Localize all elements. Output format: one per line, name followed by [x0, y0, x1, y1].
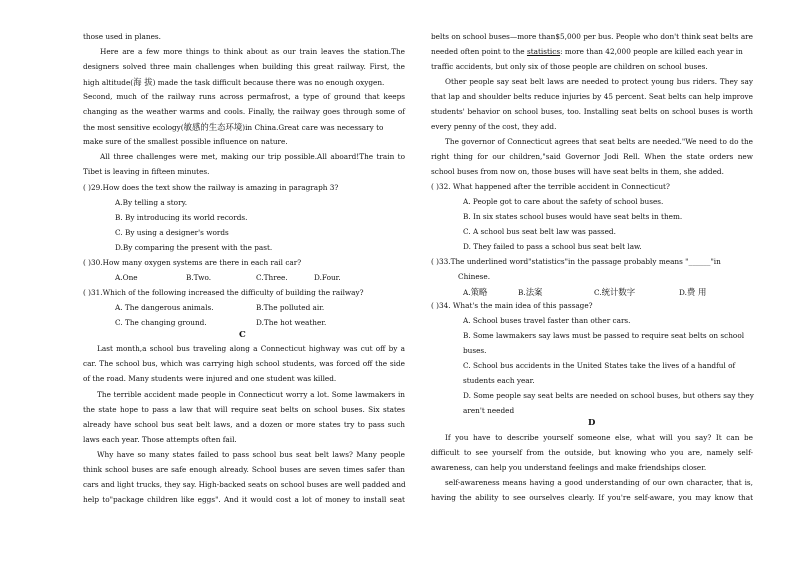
text-line: All three challenges were met, making our trip possible.All aboard!The train to — [100, 152, 405, 161]
text-line: that lap and shoulder belts reduce injuries by 45 percent. Seat belts can help improve — [431, 92, 753, 101]
text-line: school buses from now on, those buses will have seat belts in them, she added. — [431, 167, 724, 176]
option-30a: A.One — [115, 273, 138, 282]
option-33b — [518, 287, 542, 297]
option-30b: B.Two. — [186, 273, 212, 282]
option-letter: B. — [518, 288, 526, 297]
option-34a: A. School buses travel faster than other cars. — [463, 316, 631, 325]
text-line: car. The school bus, which was carrying high school students, was forced off the side — [83, 359, 405, 368]
text-line: right thing for our children,"said Governor Jodi Rell. When the state orders new — [431, 152, 753, 161]
text-line: traffic accidents, but only six of those people are children on school buses. — [431, 62, 708, 71]
text-line: If you have to describe yourself someone else, what will you say? It can be — [445, 433, 753, 442]
option-29c: C. By using a designer's words — [115, 228, 229, 237]
text-line: help to"package children like eggs". And it would cost a lot of money to install seat — [83, 495, 405, 504]
text-line: Why have so many states failed to pass school bus seat belt laws? Many people — [97, 450, 405, 459]
question-30: ( )30.How many oxygen systems are there in each rail car? — [83, 258, 302, 267]
text-line: Here are a few more things to think about as our train leaves the station.The — [100, 47, 405, 56]
option-34b-cont: buses. — [463, 346, 487, 355]
text-line: those used in planes. — [83, 32, 161, 41]
question-34: ( )34. What's the main idea of this passage? — [431, 301, 593, 310]
option-29a: A.By telling a story. — [115, 198, 188, 207]
text-fragment: : more than 42,000 people are killed each year in — [560, 47, 743, 56]
text-line: laws each year. Those attempts often fail. — [83, 435, 237, 444]
text-line: the state hope to pass a law that will require seat belts on school buses. Six states — [83, 405, 405, 414]
answer-blank: ______ — [688, 257, 711, 266]
text-line: Tibet is leaving in fifteen minutes. — [83, 167, 210, 176]
option-29d: D.By comparing the present with the past. — [115, 243, 273, 252]
option-letter: D. — [679, 288, 687, 297]
text-line: Second, much of the railway runs across permafrost, a type of ground that keeps — [83, 92, 405, 101]
option-32d: D. They failed to pass a school bus seat belt law. — [463, 242, 642, 251]
text-line: make sure of the smallest possible influence on nature. — [83, 137, 288, 146]
option-letter: A. — [463, 288, 471, 297]
option-34d: D. Some people say seat belts are needed on school buses, but others say they — [463, 391, 754, 400]
option-31a: A. The dangerous animals. — [115, 303, 214, 312]
option-34c-cont: students each year. — [463, 376, 535, 385]
option-32a: A. People got to care about the safety of school buses. — [463, 197, 664, 206]
text-line: Other people say seat belt laws are needed to protect young bus riders. They say — [445, 77, 753, 86]
option-34d-cont: aren't needed — [463, 406, 515, 415]
text-fragment: needed often point to the — [431, 47, 525, 56]
text-line: designers solved three main challenges when building this great railway. First, the — [83, 62, 405, 71]
text-line — [83, 77, 405, 87]
question-33 — [431, 257, 721, 267]
text-line: students' behavior on school buses, too. Installing seat belts on school buses is worth — [431, 107, 753, 116]
chinese-gloss: 海 拔 — [133, 77, 153, 87]
option-text: 法案 — [525, 287, 543, 297]
text-line: self-awareness means having a good understanding of our own character, that is, — [445, 478, 753, 487]
text-line: Chinese. — [458, 272, 491, 281]
text-line: think school buses are safe enough already. School buses are seven times safer than — [83, 465, 405, 474]
chinese-gloss: 敏感的生态环境 — [183, 122, 243, 132]
text-line — [83, 122, 405, 132]
option-33a — [463, 287, 487, 297]
option-34c: C. School bus accidents in the United States take the lives of a handful of — [463, 361, 736, 370]
section-heading: D — [588, 418, 596, 428]
option-33d — [679, 287, 706, 297]
text-line: The governor of Connecticut agrees that seat belts are needed."We need to do the — [445, 137, 753, 146]
option-29b: B. By introducing its world records. — [115, 213, 248, 222]
text-line: every penny of the cost, they add. — [431, 122, 557, 131]
option-text: 费 用 — [686, 287, 707, 297]
option-31d: D.The hot weather. — [256, 318, 327, 327]
text-line: difficult to see yourself from the outside, but knowing who you are, namely self- — [431, 448, 753, 457]
text-fragment: the most sensitive ecology( — [83, 123, 184, 132]
text-line: awareness, can help you understand feelings and make friendships closer. — [431, 463, 707, 472]
question-32: ( )32. What happened after the terrible accident in Connecticut? — [431, 182, 670, 191]
right-column — [431, 0, 756, 561]
option-32b: B. In six states school buses would have seat belts in them. — [463, 212, 683, 221]
option-30c: C.Three. — [256, 273, 288, 282]
text-line: belts on school buses—more than$5,000 per bus. People who don't think seat belts are — [431, 32, 753, 41]
text-fragment: )in China.Great care was necessary to — [242, 123, 384, 132]
section-heading: C — [239, 330, 246, 340]
option-text: 策略 — [470, 287, 488, 297]
option-34b: B. Some lawmakers say laws must be passed to require seat belts on school — [463, 331, 745, 340]
text-fragment: ( )33.The underlined word"statistics"in the passage probably means " — [431, 257, 689, 266]
option-31b: B.The polluted air. — [256, 303, 325, 312]
option-32c: C. A school bus seat belt law was passed. — [463, 227, 616, 236]
text-fragment: high altitude( — [83, 78, 134, 87]
text-line: changing as the weather warms and cools. Finally, the railway goes through some of — [83, 107, 405, 116]
text-line: already have school bus seat belt laws, and a dozen or more states try to pass such — [83, 420, 405, 429]
underlined-word: statistics — [526, 47, 561, 56]
option-text: 统计数字 — [601, 287, 636, 297]
text-line: of the road. Many students were injured and one student was killed. — [83, 374, 337, 383]
text-line: having the ability to see ourselves clearly. If you're self-aware, you may know that — [431, 493, 753, 502]
text-fragment: "in — [710, 257, 721, 266]
text-line: The terrible accident made people in Connecticut worry a lot. Some lawmakers in — [97, 390, 405, 399]
text-line — [431, 47, 753, 57]
option-31c: C. The changing ground. — [115, 318, 207, 327]
option-letter: C. — [594, 288, 602, 297]
question-29: ( )29.How does the text show the railway is amazing in paragraph 3? — [83, 183, 339, 192]
option-33c — [594, 287, 635, 297]
text-line: Last month,a school bus traveling along a Connecticut highway was cut off by a — [97, 344, 405, 353]
text-line: cars and light trucks, they say. High-backed seats on school buses are well padded and — [83, 480, 406, 489]
option-30d: D.Four. — [314, 273, 341, 282]
question-31: ( )31.Which of the following increased the difficulty of building the railway? — [83, 288, 364, 297]
left-column — [83, 0, 408, 561]
text-fragment: ) made the task difficult because there was no enough oxygen. — [152, 78, 385, 87]
